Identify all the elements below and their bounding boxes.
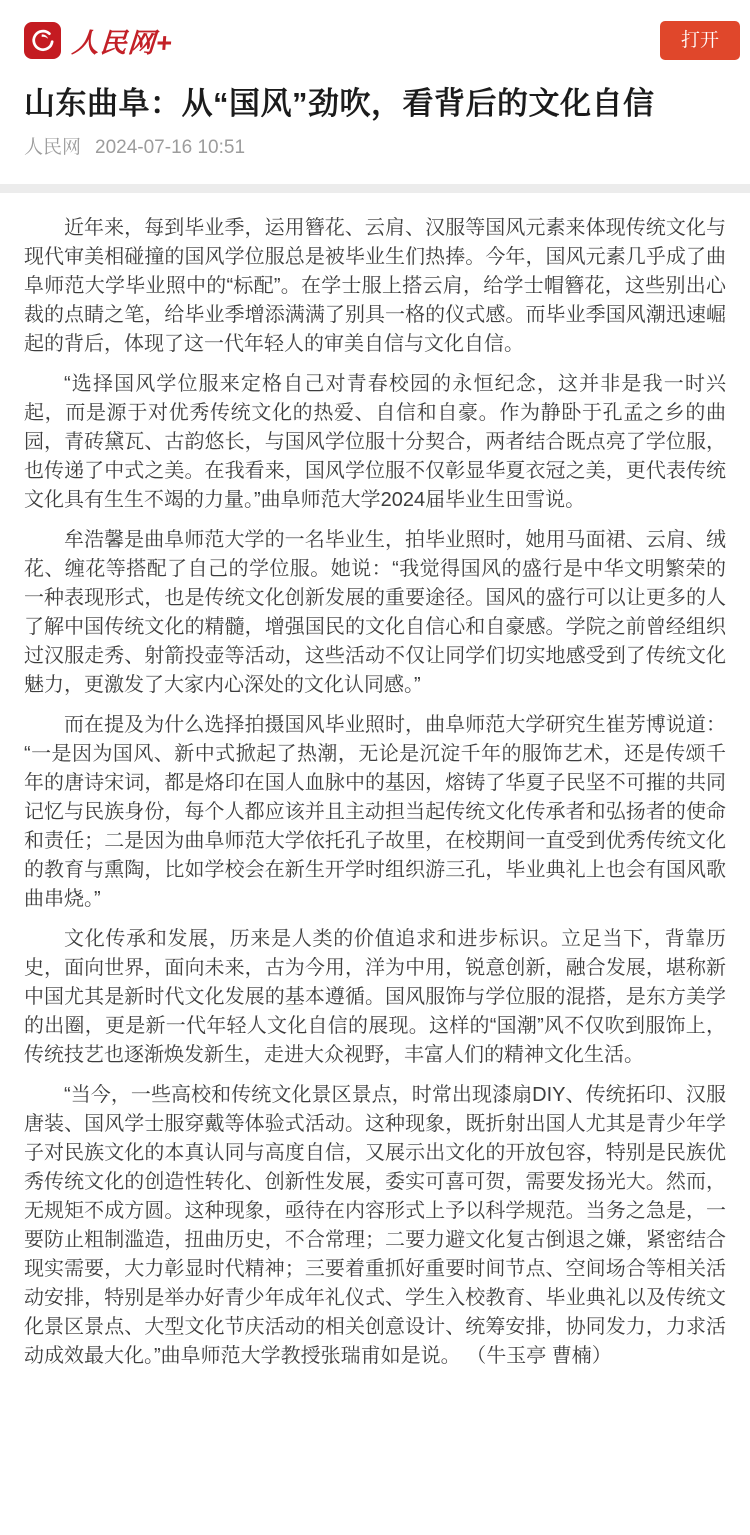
article-timestamp: 2024-07-16 10:51 bbox=[95, 137, 246, 158]
article-paragraph: 近年来，每到毕业季，运用簪花、云肩、汉服等国风元素来体现传统文化与现代审美相碰撞的国风学位服总是被毕业生们热捧。今年，国风元素几乎成了曲阜师范大学毕业照中的“标配”。在学士服上搭云肩，给学士帽簪花，这些别出心裁的点睛之笔，给毕业季增添满满了别具一格的仪式感。而毕业季国风潮迅速崛起的背后，体现了这一代年轻人的审美自信与文化自信。 bbox=[24, 217, 726, 355]
article-paragraph: 文化传承和发展，历来是人类的价值追求和进步标识。立足当下，背靠历史，面向世界，面向未来，古为今用，洋为中用，锐意创新，融合发展，堪称新中国尤其是新时代文化发展的基本遵循。国风服饰与学位服的混搭，是东方美学的出圈，更是新一代年轻人文化自信的展现。这样的“国潮”风不仅吹到服饰上，传统技艺也逐渐焕发新生，走进大众视野，丰富人们的精神文化生活。 bbox=[24, 928, 726, 1066]
people-daily-logo-icon bbox=[24, 22, 61, 59]
article-meta bbox=[24, 137, 726, 158]
article-paragraph: 牟浩馨是曲阜师范大学的一名毕业生，拍毕业照时，她用马面裙、云肩、绒花、缠花等搭配了自己的学位服。她说：“我觉得国风的盛行是中华文明繁荣的一种表现形式，也是传统文化创新发展的重要途径。国风的盛行可以让更多的人了解中国传统文化的精髓，增强国民的文化自信心和自豪感。学院之前曾经组织过汉服走秀、射箭投壶等活动，这些活动不仅让同学们切实地感受到了传统文化魅力，更激发了大家内心深处的文化认同感。” bbox=[24, 529, 726, 696]
article-title: 山东曲阜：从“国风”劲吹，看背后的文化自信 bbox=[24, 86, 655, 121]
article-body bbox=[0, 193, 750, 1405]
app-banner bbox=[0, 0, 750, 80]
brand-link[interactable] bbox=[24, 21, 173, 60]
article-paragraph: “选择国风学位服来定格自己对青春校园的永恒纪念，这并非是我一时兴起，而是源于对优秀传统文化的热爱、自信和自豪。作为静卧于孔孟之乡的曲园，青砖黛瓦、古韵悠长，与国风学位服十分契合，两者结合既点亮了学位服，也传递了中式之美。在我看来，国风学位服不仅彰显华夏衣冠之美，更代表传统文化具有生生不竭的力量。”曲阜师范大学2024届毕业生田雪说。 bbox=[24, 373, 726, 511]
article-source: 人民网 bbox=[24, 137, 82, 158]
article-paragraph: 而在提及为什么选择拍摄国风毕业照时，曲阜师范大学研究生崔芳博说道：“一是因为国风、新中式掀起了热潮，无论是沉淀千年的服饰艺术，还是传颂千年的唐诗宋词，都是烙印在国人血脉中的基因，熔铸了华夏子民坚不可摧的共同记忆与民族身份，每个人都应该并且主动担当起传统文化传承者和弘扬者的使命和责任；二是因为曲阜师范大学依托孔子故里，在校期间一直受到优秀传统文化的教育与熏陶，比如学校会在新生开学时组织游三孔，毕业典礼上也会有国风歌曲串烧。” bbox=[24, 714, 726, 910]
open-app-button[interactable]: 打开 bbox=[660, 21, 740, 60]
section-divider bbox=[0, 184, 750, 193]
article-paragraph: “当今，一些高校和传统文化景区景点，时常出现漆扇DIY、传统拓印、汉服唐装、国风学士服穿戴等体验式活动。这种现象，既折射出国人尤其是青少年学子对民族文化的本真认同与高度自信，又展示出文化的开放包容，特别是民族优秀传统文化的创造性转化、创新性发展，委实可喜可贺，需要发扬光大。然而，无规矩不成方圆。这种现象，亟待在内容形式上予以科学规范。当务之急是，一要防止粗制滥造，扭曲历史，不合常理；二要力避文化复古倒退之嫌，紧密结合现实需要，大力彰显时代精神；三要着重抓好重要时间节点、空间场合等相关活动安排，特别是举办好青少年成年礼仪式、学生入校教育、毕业典礼以及传统文化景区景点、大型文化节庆活动的相关创意设计、统筹安排，协同发力，力求活动成效最大化。”曲阜师范大学教授张瑞甫如是说。 （牛玉亭 曹楠） bbox=[24, 1084, 726, 1367]
app-name-label: 人民网+ bbox=[70, 27, 174, 58]
